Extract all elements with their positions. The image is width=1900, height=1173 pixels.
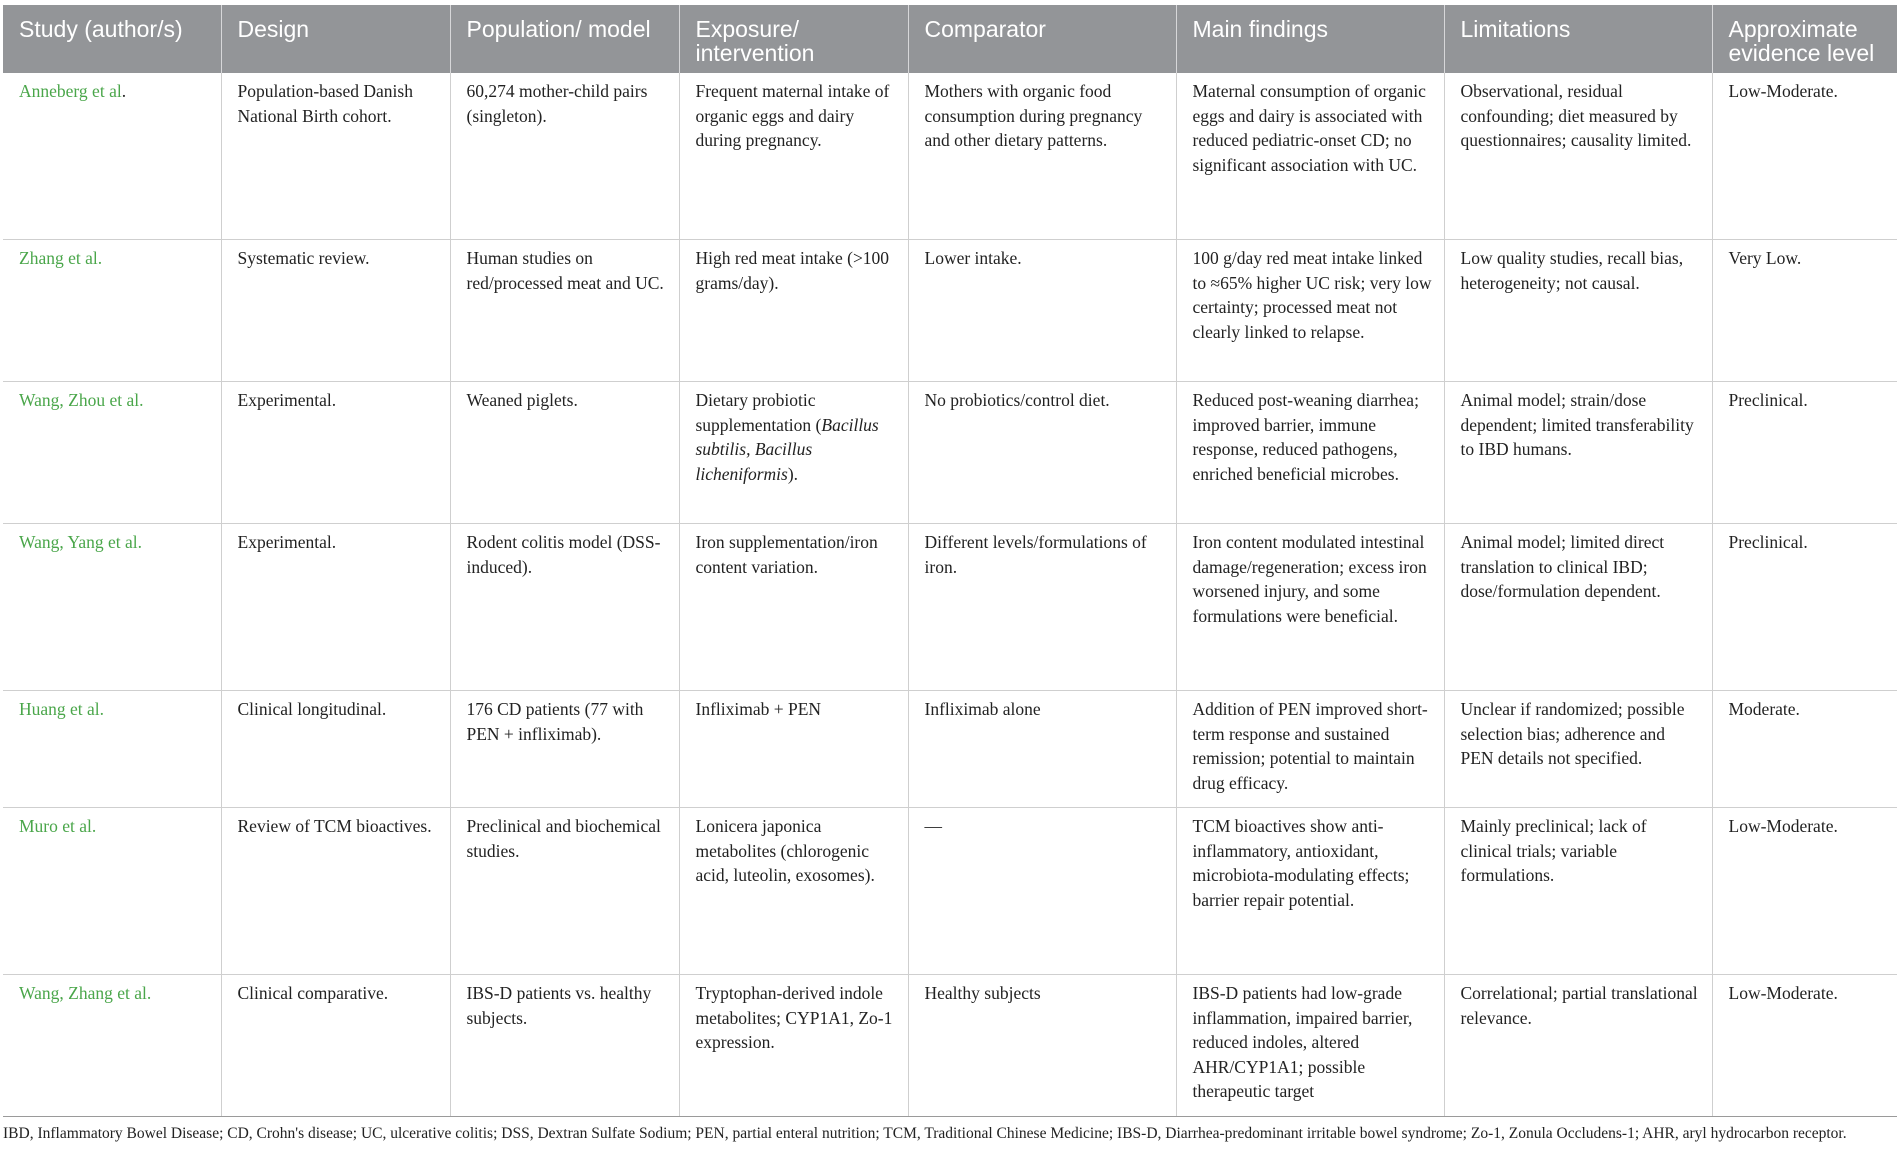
exposure-cell: Tryptophan-derived indole metabolites; CYP1A1, Zo-1 expression.	[679, 975, 908, 1117]
header-evidence: Approximate evidence level	[1712, 5, 1897, 73]
study-author-link[interactable]: Muro et al.	[3, 808, 221, 975]
evidence-table	[3, 5, 1897, 1117]
study-author-link[interactable]: Wang, Zhou et al.	[3, 382, 221, 524]
exposure-text-end: ).	[787, 463, 799, 484]
evidence-cell: Low-Moderate.	[1712, 73, 1897, 240]
comparator-cell: Mothers with organic food consumption during pregnancy and other dietary patterns.	[908, 73, 1176, 240]
limitations-cell: Observational, residual confounding; diet measured by questionnaires; causality limited.	[1444, 73, 1712, 240]
study-author-link[interactable]: Zhang et al.	[3, 240, 221, 382]
evidence-cell: Low-Moderate.	[1712, 808, 1897, 975]
exposure-cell: Iron supplementation/iron content variation.	[679, 524, 908, 691]
exposure-text: Dietary probiotic supplementation (	[695, 390, 822, 435]
findings-cell: Addition of PEN improved short-term response and sustained remission; potential to maintain drug efficacy.	[1176, 691, 1444, 808]
table-row	[3, 808, 1897, 975]
exposure-species: Bacillus subtilis, Bacillus licheniformis	[695, 414, 879, 484]
study-author-link[interactable]: Wang, Zhang et al.	[3, 975, 221, 1117]
table-row	[3, 524, 1897, 691]
findings-cell: 100 g/day red meat intake linked to ≈65% higher UC risk; very low certainty; processed meat not clearly linked to relapse.	[1176, 240, 1444, 382]
exposure-cell: Frequent maternal intake of organic eggs and dairy during pregnancy.	[679, 73, 908, 240]
table-row	[3, 975, 1897, 1117]
table-row	[3, 382, 1897, 524]
limitations-cell: Animal model; limited direct translation to clinical IBD; dose/formulation dependent.	[1444, 524, 1712, 691]
comparator-cell: Infliximab alone	[908, 691, 1176, 808]
limitations-cell: Correlational; partial translational relevance.	[1444, 975, 1712, 1117]
design-cell: Experimental.	[221, 524, 450, 691]
population-cell: Preclinical and biochemical studies.	[450, 808, 679, 975]
exposure-cell: Lonicera japonica metabolites (chlorogenic acid, luteolin, exosomes).	[679, 808, 908, 975]
study-author-link[interactable]	[3, 73, 221, 240]
design-cell: Review of TCM bioactives.	[221, 808, 450, 975]
evidence-cell: Preclinical.	[1712, 382, 1897, 524]
limitations-cell: Mainly preclinical; lack of clinical trials; variable formulations.	[1444, 808, 1712, 975]
design-cell: Clinical longitudinal.	[221, 691, 450, 808]
table-row	[3, 240, 1897, 382]
design-cell: Clinical comparative.	[221, 975, 450, 1117]
table-row	[3, 73, 1897, 240]
population-cell: Rodent colitis model (DSS-induced).	[450, 524, 679, 691]
header-population: Population/ model	[450, 5, 679, 73]
table-footnote: IBD, Inflammatory Bowel Disease; CD, Crohn's disease; UC, ulcerative colitis; DSS, Dextran Sulfate Sodium; PEN, partial enteral nutrition; TCM, Traditional Chinese Medicine; IBS-D, Diarrhea-predominant irritable bowel syndrome; Zo-1, Zonula Occludens-1; AHR, aryl hydrocarbon receptor.	[3, 1125, 1847, 1142]
header-findings: Main findings	[1176, 5, 1444, 73]
design-cell: Population-based Danish National Birth cohort.	[221, 73, 450, 240]
findings-cell: Maternal consumption of organic eggs and dairy is associated with reduced pediatric-onset CD; no significant association with UC.	[1176, 73, 1444, 240]
limitations-cell: Low quality studies, recall bias, heterogeneity; not causal.	[1444, 240, 1712, 382]
author-suffix: .	[121, 81, 127, 101]
comparator-cell: Lower intake.	[908, 240, 1176, 382]
findings-cell: Iron content modulated intestinal damage/regeneration; excess iron worsened injury, and some formulations were beneficial.	[1176, 524, 1444, 691]
comparator-cell: —	[908, 808, 1176, 975]
limitations-cell: Unclear if randomized; possible selection bias; adherence and PEN details not specified.	[1444, 691, 1712, 808]
table-row	[3, 691, 1897, 808]
header-study: Study (author/s)	[3, 5, 221, 73]
limitations-cell: Animal model; strain/dose dependent; limited transferability to IBD humans.	[1444, 382, 1712, 524]
comparator-cell: Different levels/formulations of iron.	[908, 524, 1176, 691]
study-author-link[interactable]: Huang et al.	[3, 691, 221, 808]
evidence-cell: Preclinical.	[1712, 524, 1897, 691]
exposure-cell: High red meat intake (>100 grams/day).	[679, 240, 908, 382]
population-cell: 60,274 mother-child pairs (singleton).	[450, 73, 679, 240]
findings-cell: IBS-D patients had low-grade inflammation, impaired barrier, reduced indoles, altered AHR/CYP1A1; possible therapeutic target	[1176, 975, 1444, 1117]
evidence-cell: Low-Moderate.	[1712, 975, 1897, 1117]
evidence-table-container	[3, 5, 1897, 1117]
findings-cell: Reduced post-weaning diarrhea; improved barrier, immune response, reduced pathogens, enriched beneficial microbes.	[1176, 382, 1444, 524]
evidence-cell: Very Low.	[1712, 240, 1897, 382]
population-cell: IBS-D patients vs. healthy subjects.	[450, 975, 679, 1117]
findings-cell: TCM bioactives show anti-inflammatory, antioxidant, microbiota-modulating effects; barrier repair potential.	[1176, 808, 1444, 975]
study-author-link[interactable]: Wang, Yang et al.	[3, 524, 221, 691]
comparator-cell: No probiotics/control diet.	[908, 382, 1176, 524]
comparator-cell: Healthy subjects	[908, 975, 1176, 1117]
header-comparator: Comparator	[908, 5, 1176, 73]
table-header	[3, 5, 1897, 73]
population-cell: 176 CD patients (77 with PEN + infliximab).	[450, 691, 679, 808]
header-exposure: Exposure/ intervention	[679, 5, 908, 73]
author-name[interactable]: Anneberg et al	[19, 81, 122, 101]
evidence-cell: Moderate.	[1712, 691, 1897, 808]
design-cell: Experimental.	[221, 382, 450, 524]
header-design: Design	[221, 5, 450, 73]
design-cell: Systematic review.	[221, 240, 450, 382]
header-row	[3, 5, 1897, 73]
population-cell: Human studies on red/processed meat and UC.	[450, 240, 679, 382]
exposure-cell: Infliximab + PEN	[679, 691, 908, 808]
header-limitations: Limitations	[1444, 5, 1712, 73]
population-cell: Weaned piglets.	[450, 382, 679, 524]
exposure-cell	[679, 382, 908, 524]
table-body	[3, 73, 1897, 1117]
